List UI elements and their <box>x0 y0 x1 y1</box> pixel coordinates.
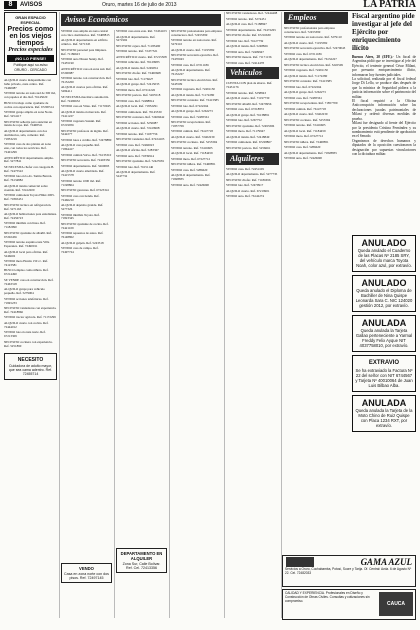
gama-name: GAMA AZUL <box>360 557 412 567</box>
classified-ad: VENDO vehículo. Ref. 76129983 <box>116 60 160 65</box>
classified-ad: NECESITO chofer. Ref. 71186656 <box>226 177 271 182</box>
classified-ad: NECESITO secretaria ejecutiva. Ref. 72470043 <box>284 46 346 51</box>
classified-ad: SE VENDE casa en construcción. Ref. 72463318 <box>4 277 54 286</box>
classified-ad: VENDO lote. Ref. 76127759 <box>226 38 264 43</box>
banner-area <box>61 12 221 32</box>
classified-ad: NECESITO garzones. Ref. 67223341 <box>61 188 110 193</box>
box-ad-title: VENDO <box>79 566 94 571</box>
classified-ad: VENDO casa. Ref. 5286620 <box>171 167 208 172</box>
classified-ad: VENDO auto. Ref. 72426690 <box>171 182 209 187</box>
news-paragraph <box>352 55 416 77</box>
classified-ad: NECESITO ayudante. Ref. 72425581 <box>116 159 165 164</box>
classified-ad: VENDO casa. Ref. 72485561 <box>284 95 322 100</box>
classified-ad: VENDO casa de dos plantas en zona este, con todos los servicios. Ref. 72401299 <box>4 142 51 155</box>
classified-ad: VENDO terreno. Ref. 5258843 <box>226 90 266 95</box>
promo-line-2: Precios como en los viejos tiempos <box>7 26 54 47</box>
classified-ad: ALQUILO garaje. Ref. 5262273 <box>171 109 213 114</box>
notice-text: Queda anulado el Cuaderno de las Placas Nº 2185 SRY, del vehículo marca Toyota Noah, color azul, por extravío. <box>356 248 412 268</box>
construction-badge: CAUCA <box>379 592 413 616</box>
classified-ad: VENDO casa. Ref. 72485561 <box>171 114 209 119</box>
classified-ad: NECESITO costurera. Ref. 72406642 <box>116 115 165 120</box>
classified-ad: NECESITO contador. Ref. 72413385 <box>171 98 219 103</box>
classified-ad: VENDO departamento. Ref. 72472265 <box>226 27 276 32</box>
box-ad-area <box>61 560 112 615</box>
construction-text: CALIDAD Y EXPERIENCIA. Profesionales en Diseño y Construcción de Obras Civiles. Consultas y cotizaciones sin compromiso. <box>285 591 370 603</box>
classified-ad: SE NECESITA chofer con categoría B. Ref. 72475522 <box>4 164 55 173</box>
classified-ad: ALQUILO departamento. Ref. 5277735 <box>226 172 278 177</box>
classified-ad: VENDO camioneta. Ref. 67228867 <box>226 140 272 145</box>
classified-ad: VENDO terreno. Ref. 72416605 <box>284 123 326 128</box>
column-rule <box>114 30 115 618</box>
classified-ad: VENDO tractor agrícola. Ref. 71172299 <box>4 315 56 320</box>
classified-ad: VENDO garaje amplio en zona Norte. Ref. 5254117 <box>4 110 53 119</box>
classified-ad: ALQUILO garaje. Ref. 5262273 <box>284 90 326 95</box>
classified-ad: ALQUILO departamento. Ref. 76132227 <box>171 68 211 77</box>
classified-ad: VENDO moto Honda 150 cc. Ref. 74123581 <box>4 259 48 267</box>
page-number: 8 <box>4 1 17 9</box>
empleos-column <box>284 12 348 552</box>
classified-ad: ALQUILO tienda comercial sobre avenida. Ref. 72412200 <box>4 183 48 192</box>
box-ad-text: Cuidadora de adulto mayor, que sea cama adentro. Ref. 72455714 <box>8 363 53 376</box>
box-ad-text: Casa en zona norte con dos pisos. Ref. 72497145 <box>64 572 109 580</box>
classified-ad: VENDO casa. Ref. 72460023 <box>116 142 154 147</box>
notice-box <box>352 355 416 392</box>
classified-ad: ALQUILO oficina. Ref. 5283367 <box>116 148 159 153</box>
classified-ad: VENDO lotes a crédito. Ref. 72478880 <box>61 137 112 142</box>
classified-list <box>284 27 348 161</box>
classified-ad: NECESITO recepcionista. Ref. 71857709 <box>284 101 338 106</box>
gama-ad <box>282 555 416 587</box>
classified-ad: ALQUILO tienda. Ref. 72418849 <box>226 134 270 139</box>
classified-ad: NECESITO vendedor. Ref. 67224103 <box>116 137 165 142</box>
classified-list <box>226 12 279 65</box>
classified-ad: NECESITO señorita para atención en tienda de ropa. Ref. 72468311 <box>4 119 52 128</box>
classified-ad: ALQUILO habitaciones para estudiantes. Ref. 72456723 <box>4 212 57 220</box>
classified-ad: VENDO minibús con línea. Ref. 71182990 <box>4 221 46 230</box>
classified-ad: SE NECESITA mecánico automotriz. Ref. 72490632 <box>61 94 109 103</box>
box-ad <box>116 548 167 573</box>
promo-line-5: Publique aquí su aviso <box>13 63 48 67</box>
classified-ad: VENDO casa. Ref. 72451109 <box>226 166 264 171</box>
notice-text: Queda anulado el Diploma de Bachiller de Nina Quispe Leonarda Sara C. NIC 124020 gestión 2012, por extravío. <box>355 288 413 308</box>
classified-ad: VENDO casa de campo. Ref. 72497724 <box>61 246 99 255</box>
classified-ad: ALQUILO cuarto. Ref. 72402239 <box>284 112 328 117</box>
classified-ad: ALQUILO cuarto amoblado. Ref. 72415578 <box>61 169 105 178</box>
classified-ad: ALQUILO galpón. Ref. 5243318 <box>61 240 104 245</box>
classified-list <box>61 30 112 255</box>
classified-ad: ANTICRÉTICO cuarto. Ref. 67215508 <box>116 54 167 59</box>
classified-ad: VENDO casa amplia en zona central con cinco dormitorios. Ref. 72408815 <box>61 30 110 37</box>
construction-ad <box>282 589 416 620</box>
classified-ad: VENDO lote en zona norte. Ref. 67213309 <box>4 330 46 339</box>
news-article <box>352 12 416 230</box>
classified-ad: CUENTA CON plan de ahorro. Ref. 72431176 <box>226 81 273 90</box>
classified-ad: VENDO moto. Ref. 67212226 <box>116 87 156 92</box>
classified-ad: ALQUILO local. Ref. 71184459 <box>171 151 213 156</box>
classified-ad: VENDO terreno. Ref. 71187756 <box>116 131 158 136</box>
column-rule <box>169 30 170 618</box>
classified-ad: NECESITO niñera. Ref. 72468851 <box>171 162 216 167</box>
classified-ad: VENDO terreno. Ref. 72477321 <box>116 49 158 54</box>
classified-ad: NECESITO cajera. Ref. 71183490 <box>116 43 161 48</box>
classified-ad: ALQUILO tienda en mercado. Ref. 72411227 <box>61 109 107 118</box>
notice-heading: ANULADA <box>361 318 407 328</box>
classified-ad: VENDO minibús Toyota. Ref. 71823345 <box>61 212 100 221</box>
classified-ad: VENDO acciones telefónicas. Ref. 71845233 <box>4 296 49 305</box>
notice-text: Queda anulada la Tarjeta de la Moto Chino de Ruiz Quispe con Placa 1234 RXT, por extravío. <box>355 408 413 428</box>
notice-text: Queda anulada la Tarjeta Gallao perteneciente a Yarmal Freddy Felix Ayque NIT 4037758010, por extravío. <box>355 328 413 348</box>
classified-ad: VENDO auto. Ref. 76142274 <box>226 194 264 199</box>
news-paragraph: La solicitud, realizada por el fiscal federal Jorge Di Lello, se produce días después de que la ministra de Seguridad pidiera a la justicia información sobre el patrimonio del militar. <box>352 77 416 99</box>
classified-ad: VENDO auto. Ref. 71839914 <box>116 153 154 158</box>
news-dateline: Buenos Aires, 20 (EFE).- <box>352 55 394 59</box>
masthead: LA PATRIA <box>363 0 416 10</box>
classified-ad: VENDO moto. Ref. 67227712 <box>171 156 211 161</box>
promo-box <box>4 12 57 75</box>
classified-ad: VENDO terreno con construcción. Ref. 76152200 <box>61 76 112 84</box>
classified-ad: NECESITO portero. Ref. 5256661 <box>226 145 271 150</box>
page-header <box>4 1 416 11</box>
classified-list <box>4 79 57 349</box>
classified-ad: ALQUILO tienda. Ref. 5248826 <box>226 44 268 48</box>
classified-ad: ALQUILO cuarto. Ref. 71195582 <box>284 40 328 45</box>
box-ad-title: DEPARTAMENTO EN ALQUILER <box>120 551 163 561</box>
classified-ad: VENDO terreno 1000 m2. Ref. 71198804 <box>61 178 102 187</box>
classified-ad: ALQUILO tienda. Ref. 71172280 <box>171 92 215 97</box>
classified-ad: ALQUILO cuarto. Ref. 67219901 <box>226 188 270 193</box>
classified-ad: NECESITO vendedoras con experiencia. Ref. 72418866 <box>4 306 57 314</box>
classified-ad: NECESITO recepcionista. Ref. 71857709 <box>171 120 211 128</box>
classified-column-4 <box>171 30 222 618</box>
classified-ad: NECESITO cocinero. Ref. 5253394 <box>284 117 331 122</box>
gama-text: Servicios a Oruro, Cochabamba, Potosí, Sucre y Tarija. Of. Central: Avda. 6 de Agosto Nº 22. Cel. 72482033 <box>285 567 412 575</box>
classified-column-5 <box>226 12 279 618</box>
classified-ad: VENDO lote en la Av. Tomás Barrón. Ref. 76134882 <box>4 174 53 183</box>
box-ad-title: NECESITO <box>17 356 44 363</box>
classified-ad: ALQUILO garaje. Ref. 76138891 <box>226 112 270 117</box>
news-paragraph: Organismos de derechos humanos y diputados de la oposición cuestionaron la designación por supuestas vinculaciones con la dictadura militar. <box>352 138 416 156</box>
classified-list <box>226 168 279 199</box>
classified-ad: ALQUILO garaje para vehículo pequeño. Ref. 5279004 <box>4 287 45 296</box>
classified-ad: ALQUILO garaje. Ref. 72415033 <box>116 82 160 87</box>
classified-ad: NECESITO mesera. Ref. 71171136 <box>226 55 272 59</box>
classified-ad: NECESITO portero. Ref. 5265518 <box>116 93 161 98</box>
classified-ad: VENDO lote. Ref. 71176627 <box>116 76 154 81</box>
classified-ad: NECESITO secretaria ejecutiva. Ref. 72470043 <box>171 53 219 62</box>
classified-ad: VENDO acciones. Ref. 5250087 <box>116 120 158 125</box>
box-ad <box>61 563 112 583</box>
classified-ad: ALQUILO cuarto independiente con baño privado, zona centro. Ref. 72460087 <box>4 78 51 90</box>
notice-heading: ANULADO <box>361 238 407 248</box>
classified-ad: ALQUILO departamento. Ref. 71828835 <box>171 173 211 182</box>
classified-ad: VENDO vagoneta Suzuki. Ref. 67219956 <box>61 119 102 128</box>
classified-ad: VENDO vagoneta. Ref. 72491150 <box>171 87 215 92</box>
classified-ad: VENDO terreno en zona norte. Ref. 5279110 <box>171 38 217 47</box>
classified-ad: VENDO lote. Ref. 67222264 <box>171 103 209 108</box>
classified-ad: NECESITO profesora de inglés. Ref. 5242277 <box>61 128 109 137</box>
classified-list <box>171 30 222 188</box>
classified-ad: ALQUILO local para oficina. Ref. 5246602 <box>4 249 49 258</box>
classified-ad: ANTICRÉTICO departamento amplio. Ref. 5277841 <box>4 155 54 164</box>
classified-ad: NECESITO chofer. Ref. 67216630 <box>226 33 271 37</box>
classified-ad: VENDO moto. Ref. 71179947 <box>226 129 265 134</box>
classified-ad: ALQUILO tienda. Ref. 5249054 <box>116 65 158 70</box>
classified-ad: VENDO casa zona este. Ref. 72454103 <box>116 30 167 33</box>
column-rule <box>281 12 282 618</box>
classified-ad: VENDO camión Volvo. Ref. 76133310 <box>61 152 112 157</box>
classified-ad: VENDO repuestos de autos. Ref. 76148802 <box>61 231 104 240</box>
classified-ad: NECESITO ayudante. Ref. 72493306 <box>226 123 275 128</box>
classified-ad: VENDO terreno en zona sud de 300 m2, con papeles al día. Ref. 76145020 <box>4 91 56 100</box>
classified-ad: VENDO casa. Ref. 5286620 <box>284 145 321 150</box>
classified-ad: NECESITO cocinero. Ref. 5253394 <box>171 140 218 145</box>
classified-ad: VENDO casa. Ref. 67218872 <box>226 107 264 112</box>
box-ad-text: Zona Sur, Calle Bolívar. Ref. Cel. 72413356 <box>122 562 161 570</box>
classified-column-3 <box>116 30 167 618</box>
classified-ad: ALQUILO depósito grande. Ref. 5277326 <box>61 203 104 211</box>
classified-ad: ALQUILO local. Ref. 71184459 <box>284 128 326 133</box>
promo-line-3: Precios especiales <box>8 47 53 53</box>
classified-ad: VENDO casa. Ref. 72414478 <box>226 60 264 65</box>
classified-ad: ANTICRÉTICO casa en zona sud. Ref. 67200987 <box>61 66 112 75</box>
notice-box <box>352 275 416 312</box>
classified-ad: ALQUILO departamento. Ref. 5247732 <box>116 170 156 179</box>
classified-ad: NECESITO técnico en refrigeración. Ref. 5271163 <box>4 202 52 211</box>
news-title: Fiscal argentino pide investigar al jefe del Ejército por enriquecimiento ilícito <box>352 12 415 52</box>
column-rule <box>224 12 225 618</box>
classified-ad: VENDO lote. Ref. 67222264 <box>284 84 322 89</box>
news-paragraph: El fiscal requirió a la Oficina Anticorrupción información sobre las declaraciones juradas patrimoniales de Milani y ordenó diversas medidas de prueba. <box>352 99 416 121</box>
notice-heading: ANULADO <box>361 278 407 288</box>
classified-ad: VENDO terreno esquina zona Villa Esperanza. Ref. 72490011 <box>4 240 50 249</box>
classified-ad: NECESITO técnico electricista. Ref. 5245509 <box>284 62 343 67</box>
classified-ad: VENDO auto Nissan Sunny. Ref. 72455190 <box>61 57 104 66</box>
promo-line-1: GRAN ESPACIO ESPECIAL <box>15 15 46 25</box>
classified-ad: VENDO lote. Ref. 72479917 <box>226 183 264 188</box>
classified-ad: ALQUILO departamento. Ref. 5271992 <box>116 34 156 43</box>
classified-ad: VENDO casa con tienda. Ref. 72466210 <box>61 193 100 202</box>
classified-ad: VENDO camión. Ref. 76147718 <box>284 106 326 111</box>
empleos-banner: Empleos <box>284 12 348 24</box>
classified-ad: NECESITO cocinera con experiencia. Ref. 5251890 <box>4 339 53 348</box>
classified-list <box>116 30 167 179</box>
classified-ad: NECESITO personal para limpieza. Ref. 71186623 <box>61 47 107 56</box>
classified-ad: VENDO terreno en zona norte. Ref. 5279110 <box>284 35 342 40</box>
vehiculos-banner: Vehículos <box>226 67 279 79</box>
box-ad-area <box>116 545 167 615</box>
box-ad <box>4 353 57 380</box>
notice-heading: ANULADA <box>361 398 407 408</box>
classified-ad: ALQUILO cuartos para oficina. Ref. 5284411 <box>61 85 109 94</box>
classified-column-1 <box>4 12 57 618</box>
classified-ad: NECESITO ayudante de albañil. Ref. 67202456 <box>4 230 52 239</box>
promo-line-4: ¡NO LO PIENSE! <box>7 55 54 62</box>
classified-ad: NECESITO niñera. Ref. 72468851 <box>284 139 329 144</box>
classified-ad: VENDO camioneta Toyota Hilux 2005. Ref. 71865431 <box>4 193 55 202</box>
notices-column <box>352 232 416 552</box>
classified-ad: NECESITO contador. Ref. 72413385 <box>284 79 332 84</box>
promo-footer: ORURO - CERCADO <box>14 68 47 72</box>
classified-ad: ALQUILO tienda. Ref. 71172280 <box>284 73 328 78</box>
classified-ad: BUSCO empleo como niñera. Ref. 67214490 <box>4 268 49 277</box>
classified-ad: NECESITO vendedores. Ref. 72444408 <box>226 12 278 15</box>
classified-ad: VENDO lote. Ref. 5267752 <box>226 118 262 123</box>
classified-ad: NECESITO albañil. Ref. 72479956 <box>226 101 272 106</box>
classified-ad: VENDO casa. Ref. 72488814 <box>116 98 154 103</box>
classified-ad: ALQUILO departamento con dos dormitorios, sala, comedor. Ref. 71853219 <box>4 128 47 141</box>
classified-ad: ALQUILO cuarto. Ref. 72402239 <box>171 134 215 139</box>
classified-ad: NECESITO técnico electricista. Ref. 5245509 <box>171 77 218 86</box>
bus-icon <box>286 557 314 567</box>
classified-ad: VENDO camioneta. Ref. 76145530 <box>116 109 162 114</box>
classified-ad: VENDO vagoneta. Ref. 72491150 <box>284 68 328 73</box>
classified-ad: NECESITO secretaria. Ref. 72403356 <box>61 158 110 163</box>
classified-ad: ALQUILO cuarto. Ref. 71197730 <box>226 96 270 101</box>
classified-ad: VENDO auto. Ref. 72409947 <box>226 49 264 54</box>
classified-ad: VENDO lote. Ref. 76151146 <box>116 164 154 169</box>
classified-ad: VENDO moto. Ref. 67227712 <box>284 134 324 139</box>
notice-text: Se ha extraviado la Factura Nº 22 del señor con NIT 6744567 y Tarjeta Nº 40010064 de Juan Luis Bilbao Alba. <box>355 368 413 388</box>
classified-ad: ALQUILO departamento en edificio céntrico. Ref. 5271345 <box>61 38 108 47</box>
classified-ad: ALQUILO departamento. Ref. 71828835 <box>284 150 337 155</box>
classified-ad: VENDO departamento. Ref. 5260093 <box>61 163 110 168</box>
classified-ad: ALQUILO cuarto. Ref. 71195582 <box>171 47 215 52</box>
classified-ad: ALQUILO casa. Ref. 71188847 <box>226 22 267 26</box>
classified-ad: ALQUILO departamento. Ref. 76132227 <box>284 57 337 62</box>
classified-ad: VENDO terreno. Ref. 5274451 <box>226 16 266 21</box>
notice-box <box>352 395 416 432</box>
news-text: Un fiscal de Argentina pidió que se investigue al jefe del Ejército, el teniente general César Milani, por presunto enriquecimiento ilícito, informaron hoy fuentes judiciales. <box>352 55 416 77</box>
classified-ad: NECESITO ayudante de cocina. Ref. 72421109 <box>61 221 109 230</box>
alquileres-banner: Alquileres <box>226 153 279 165</box>
section-title: AVISOS <box>20 2 43 8</box>
avisos-banner: Avisos Económicos <box>61 14 221 26</box>
notice-box <box>352 315 416 352</box>
classified-ad: NECESITO chofer. Ref. 72400668 <box>116 71 161 76</box>
dateline: Oruro, martes 16 de julio de 2013 <box>102 2 177 8</box>
classified-ad: VENDO auto. Ref. 72426690 <box>284 156 322 161</box>
classified-column-2 <box>61 30 112 618</box>
classified-ad: ALQUILO cuarto con cocina. Ref. 72444012 <box>4 320 49 329</box>
classified-ad: BUSCO trabajo como ayudante de cocina con experiencia. Ref. 67200514 <box>4 100 54 109</box>
classified-list <box>226 82 279 150</box>
classified-ad: ALQUILO casa pequeña. Ref. 71864417 <box>61 143 100 152</box>
classified-ad: VENDO casa. Ref. 67211186 <box>284 51 322 56</box>
news-paragraph: Milani fue designado al frente del Ejército por la presidenta Cristina Fernández y su nombramiento está pendiente de aprobación en el Senado. <box>352 121 416 139</box>
classified-ad: NECESITO profesionales para empresa constructora. Ref. 72453399 <box>284 26 335 34</box>
classified-ad: VENDO terreno. Ref. 72416605 <box>171 145 213 150</box>
classified-ad: VENDO casa en Vinto. Ref. 71170045 <box>61 104 111 109</box>
notice-heading: EXTRAVIO <box>368 360 400 366</box>
classified-ad: ALQUILO local. Ref. 71852291 <box>116 104 158 109</box>
classified-ad: VENDO casa. Ref. 67211186 <box>171 62 209 67</box>
classified-ad: NECESITO profesionales para empresa constructora. Ref. 72453399 <box>171 30 222 37</box>
notice-box <box>352 235 416 272</box>
classified-ad: ALQUILO cuarto. Ref. 72419968 <box>116 126 160 131</box>
classified-ad: VENDO camión. Ref. 76147718 <box>171 129 213 134</box>
bottom-ads <box>282 555 416 618</box>
column-rule <box>59 12 60 618</box>
